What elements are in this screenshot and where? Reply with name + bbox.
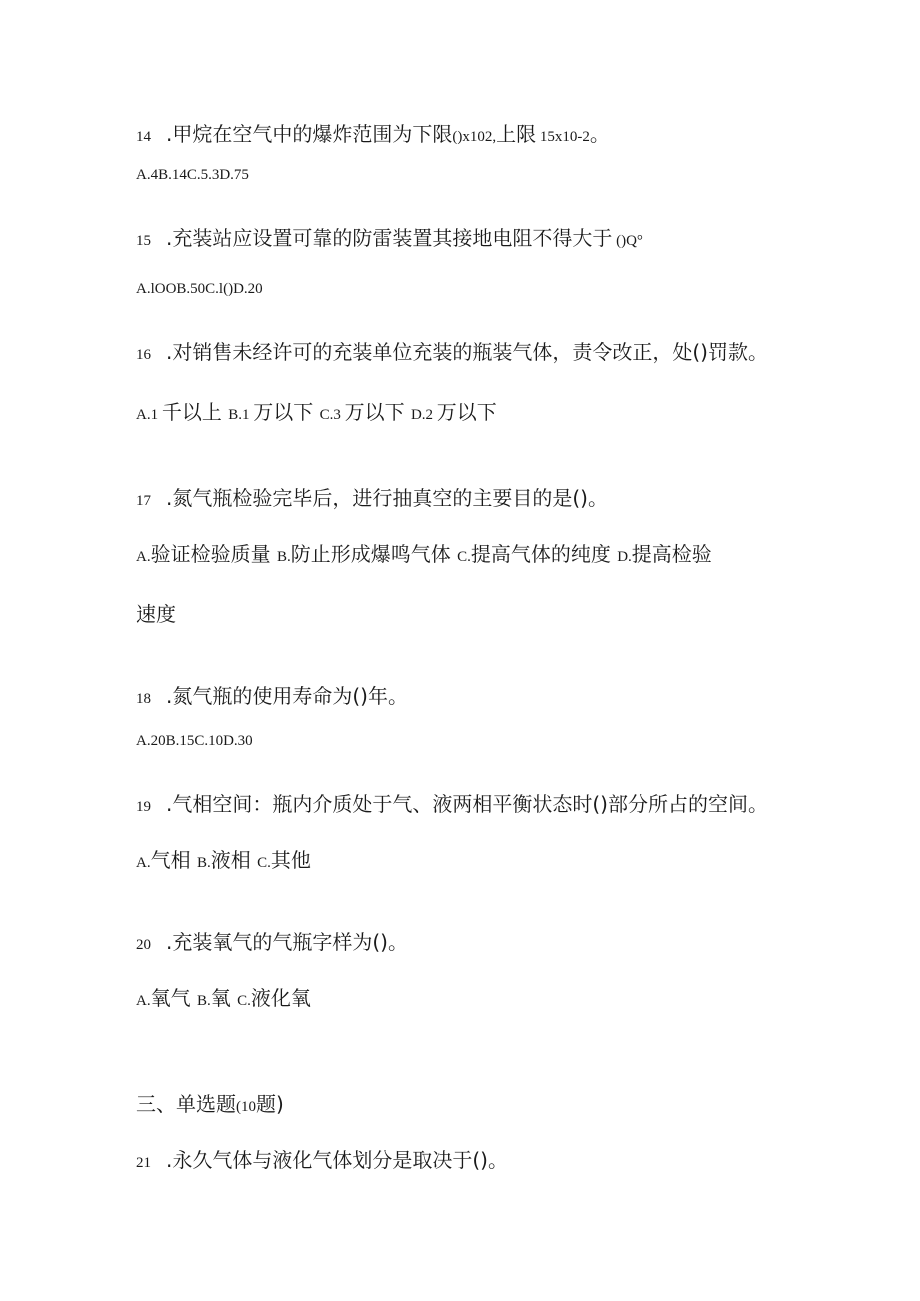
question-text-cont: 上限 bbox=[496, 122, 537, 146]
question-17 bbox=[136, 488, 608, 509]
options-15: A.lOOB.50C.l()D.20 bbox=[136, 281, 263, 297]
option-c-label: C. bbox=[257, 855, 271, 871]
question-15 bbox=[136, 228, 643, 249]
option-d: 万以下 bbox=[436, 400, 497, 424]
option-c: 提高气体的纯度 bbox=[470, 542, 618, 566]
options-18: A.20B.15C.10D.30 bbox=[136, 733, 253, 749]
options-19 bbox=[136, 850, 311, 871]
options-20 bbox=[136, 988, 311, 1009]
question-text: .充装氧气的气瓶字样为()。 bbox=[166, 930, 408, 954]
options-14: A.4B.14C.5.3D.75 bbox=[136, 167, 249, 183]
question-20 bbox=[136, 932, 408, 953]
question-number: 15 bbox=[136, 233, 151, 249]
question-number: 16 bbox=[136, 347, 151, 363]
option-c-label: C.3 bbox=[319, 407, 345, 423]
question-number: 21 bbox=[136, 1155, 151, 1171]
question-18 bbox=[136, 686, 408, 707]
option-d-label: D.2 bbox=[410, 407, 437, 423]
option-a: 气相 bbox=[150, 848, 197, 872]
option-b: 防止形成爆鸣气体 bbox=[290, 542, 458, 566]
option-a-label: A. bbox=[136, 855, 151, 871]
option-a-label: A. bbox=[136, 993, 151, 1009]
options-17-wrap: 速度 bbox=[136, 602, 176, 626]
option-a: 验证检验质量 bbox=[150, 542, 277, 566]
option-c: 其他 bbox=[270, 848, 311, 872]
question-text: .对销售未经许可的充装单位充装的瓶装气体，责令改正，处()罚款。 bbox=[166, 340, 768, 364]
option-b-label: B. bbox=[196, 855, 211, 871]
section-heading bbox=[136, 1094, 284, 1115]
question-number: 18 bbox=[136, 691, 151, 707]
question-16 bbox=[136, 342, 768, 363]
options-17 bbox=[136, 544, 712, 565]
question-text-end: 。 bbox=[589, 122, 610, 146]
option-d: 提高检验 bbox=[631, 542, 712, 566]
question-text: .永久气体与液化气体划分是取决于()。 bbox=[166, 1148, 508, 1172]
option-c: 万以下 bbox=[344, 400, 411, 424]
section-title: 三、单选题 bbox=[136, 1092, 236, 1116]
question-text: .气相空间：瓶内介质处于气、液两相平衡状态时()部分所占的空间。 bbox=[166, 792, 768, 816]
question-number: 20 bbox=[136, 937, 151, 953]
option-b: 万以下 bbox=[253, 400, 320, 424]
question-number: 17 bbox=[136, 493, 151, 509]
option-a-label: A.1 bbox=[136, 407, 162, 423]
option-c: 液化氧 bbox=[250, 986, 311, 1010]
option-b-label: B.1 bbox=[228, 407, 254, 423]
option-d-label: D. bbox=[617, 549, 632, 565]
question-text: .充装站应设置可靠的防雷装置其接地电阻不得大于 bbox=[166, 226, 613, 250]
question-text: .氮气瓶检验完毕后，进行抽真空的主要目的是()。 bbox=[166, 486, 608, 510]
question-text-latin-2: 15x10-2 bbox=[536, 129, 590, 145]
option-a: 氧气 bbox=[150, 986, 197, 1010]
question-number: 19 bbox=[136, 799, 151, 815]
section-count-end: 题) bbox=[256, 1092, 284, 1116]
option-b: 氧 bbox=[210, 986, 238, 1010]
question-14 bbox=[136, 124, 610, 145]
option-b-label: B. bbox=[196, 993, 211, 1009]
option-c-label: C. bbox=[457, 549, 471, 565]
option-b-label: B. bbox=[276, 549, 291, 565]
question-text-latin: ()Q° bbox=[612, 233, 643, 249]
question-text-latin: ()x102, bbox=[452, 129, 497, 145]
option-a-label: A. bbox=[136, 549, 151, 565]
question-19 bbox=[136, 794, 768, 815]
question-text: .甲烷在空气中的爆炸范围为下限 bbox=[166, 122, 453, 146]
question-21 bbox=[136, 1150, 508, 1171]
section-count: (10 bbox=[236, 1099, 256, 1115]
option-c-label: C. bbox=[237, 993, 251, 1009]
option-b: 液相 bbox=[210, 848, 258, 872]
options-16 bbox=[136, 402, 497, 423]
option-a: 千以上 bbox=[161, 400, 229, 424]
question-number: 14 bbox=[136, 129, 151, 145]
question-text: .氮气瓶的使用寿命为()年。 bbox=[166, 684, 408, 708]
